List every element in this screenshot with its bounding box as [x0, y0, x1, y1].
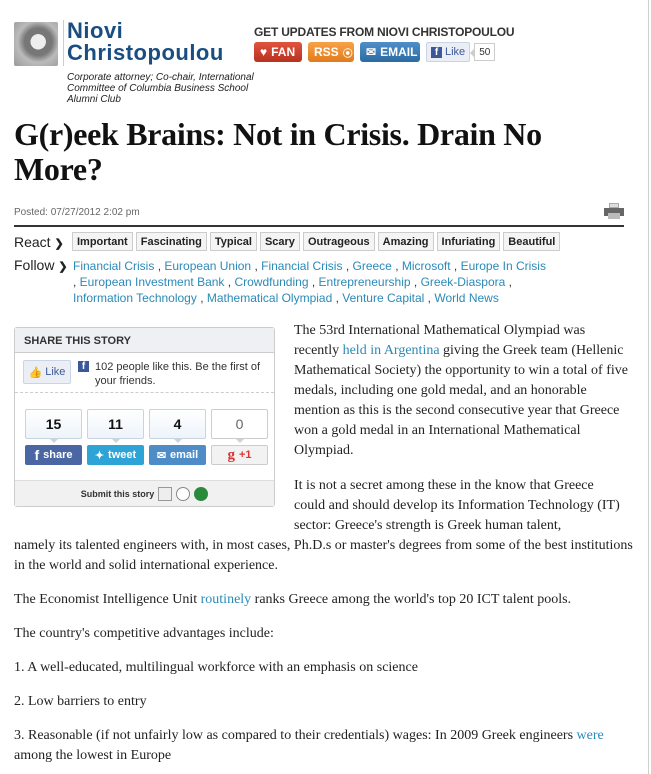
held-in-argentina-link[interactable]: held in Argentina: [342, 343, 440, 358]
divider: [63, 20, 64, 66]
email-share-count: 4: [149, 409, 206, 439]
follow-label: Follow ❯: [14, 257, 68, 273]
tag-link[interactable]: Microsoft: [401, 259, 451, 273]
envelope-icon: ✉: [366, 45, 377, 59]
submit-story-bar: [15, 480, 274, 506]
stumbleupon-icon[interactable]: [194, 487, 208, 501]
facebook-icon: f: [431, 47, 442, 58]
facebook-share-button[interactable]: f share: [25, 445, 82, 465]
page-border: [648, 0, 649, 774]
author-name[interactable]: Niovi Christopoulou: [67, 18, 224, 65]
author-bio: Corporate attorney; Co-chair, International Committee of Columbia Business School Alumni Club: [67, 72, 254, 105]
fan-label: FAN: [271, 45, 296, 59]
tag-link[interactable]: Entrepreneurship: [318, 275, 411, 289]
updates-title: GET UPDATES FROM NIOVI CHRISTOPOULOU: [254, 25, 515, 39]
submit-label: Submit this story: [80, 488, 155, 499]
were-link[interactable]: were: [576, 728, 604, 743]
tag-link[interactable]: European Investment Bank: [79, 275, 225, 289]
twitter-bird-icon: ✦: [94, 449, 105, 462]
google-icon: g: [227, 446, 235, 463]
facebook-like-button[interactable]: [426, 42, 470, 62]
facebook-share-count: 15: [25, 409, 82, 439]
tag-link[interactable]: Venture Capital: [342, 291, 425, 305]
list-item: 3. Reasonable (if not unfairly low as compared to their credentials) wages: In 2009 Greek engineers were among the lowest in Europe: [14, 728, 604, 763]
article-paragraph: The 53rd International Mathematical Olympiad was recently held in Argentina giving the Greek team (Hellenic Mathematical Society) the opportunity to win a total of five medals, including one gold medal, and an honorable mention as this is the second consecutive year that Greece won a gold medal in an International Mathematical Olympiad.: [294, 323, 628, 458]
page-title: G(r)eek Brains: Not in Crisis. Drain No More?: [14, 116, 542, 187]
article-paragraph-continued: namely its talented engineers with, in most cases, Ph.D.s or master's degrees from some of the best institutions in the world and solid international experience.: [14, 538, 633, 573]
email-label: EMAIL: [380, 45, 418, 59]
get-updates: [254, 25, 514, 62]
envelope-icon: ✉: [156, 449, 167, 462]
react-fascinating[interactable]: Fascinating: [136, 232, 207, 251]
react-label: React ❯: [14, 233, 64, 250]
tag-link[interactable]: World News: [434, 291, 499, 305]
email-share-button[interactable]: ✉ email: [149, 445, 206, 465]
divider: [14, 225, 624, 227]
posted-date: Posted: 07/27/2012 2:02 pm: [14, 207, 140, 218]
react-infuriating[interactable]: Infuriating: [437, 232, 501, 251]
like-count: 50: [474, 43, 495, 61]
print-icon[interactable]: [604, 203, 624, 219]
chevron-right-icon: ❯: [54, 237, 64, 250]
tag-link[interactable]: Mathematical Olympiad: [206, 291, 333, 305]
digg-icon[interactable]: [158, 487, 172, 501]
article-paragraph: It is not a secret among these in the know that Greece could and should develop its Information Technology (IT) sector: Greece's strength is Greek human talent,: [294, 478, 620, 533]
share-box: [14, 327, 275, 507]
list-item: 1. A well-educated, multilingual workforce with an emphasis on science: [14, 660, 418, 675]
react-bar: [14, 232, 563, 251]
tweet-button[interactable]: ✦ tweet: [87, 445, 144, 465]
author-avatar[interactable]: [14, 22, 58, 66]
article-paragraph: The Economist Intelligence Unit routinely ranks Greece among the world's top 20 ICT talent pools.: [14, 592, 572, 607]
tag-link[interactable]: Crowdfunding: [234, 275, 309, 289]
react-beautiful[interactable]: Beautiful: [503, 232, 560, 251]
like-text: 102 people like this. Be the first of your friends.: [95, 361, 261, 387]
chevron-right-icon: ❯: [58, 261, 68, 273]
tag-link[interactable]: Greece: [352, 259, 392, 273]
react-outrageous[interactable]: Outrageous: [303, 232, 375, 251]
reddit-icon[interactable]: [176, 487, 190, 501]
tag-link[interactable]: Financial Crisis: [73, 259, 155, 273]
tag-link[interactable]: Greek-Diaspora: [420, 275, 506, 289]
facebook-like-button[interactable]: [23, 360, 71, 384]
react-scary[interactable]: Scary: [260, 232, 300, 251]
tag-link[interactable]: Financial Crisis: [261, 259, 343, 273]
article-paragraph: The country's competitive advantages include:: [14, 626, 274, 641]
share-title: SHARE THIS STORY: [15, 328, 274, 353]
fan-button[interactable]: [254, 42, 302, 62]
react-important[interactable]: Important: [72, 232, 133, 251]
like-label: Like: [45, 366, 66, 378]
rss-icon: ⦿: [342, 48, 353, 60]
like-label: Like: [445, 46, 466, 58]
rss-label: RSS: [314, 45, 339, 59]
tag-link[interactable]: Europe In Crisis: [460, 259, 546, 273]
react-typical[interactable]: Typical: [210, 232, 257, 251]
tag-link[interactable]: Information Technology: [73, 291, 197, 305]
google-plus-count: 0: [211, 409, 268, 439]
tweet-count: 11: [87, 409, 144, 439]
list-item: 2. Low barriers to entry: [14, 694, 147, 709]
heart-icon: ♥: [260, 45, 268, 59]
thumbs-up-icon: 👍: [28, 366, 43, 379]
author-header: [14, 20, 254, 110]
react-amazing[interactable]: Amazing: [378, 232, 434, 251]
google-plus-button[interactable]: g +1: [211, 445, 268, 465]
tag-link[interactable]: European Union: [164, 259, 252, 273]
facebook-icon: f: [78, 361, 89, 372]
routinely-link[interactable]: routinely: [200, 592, 252, 607]
email-button[interactable]: [360, 42, 420, 62]
rss-button[interactable]: [308, 42, 354, 62]
follow-tags: Financial Crisis , European Union , Financial Crisis , Greece , Microsoft , Europe In Crisis , European Investment Bank , Crowdfunding , Entrepreneurship , Greek-Diaspora , Information Technology , Mathematical Olympiad , Venture Capital , World News: [73, 259, 546, 305]
facebook-icon: f: [34, 447, 40, 463]
